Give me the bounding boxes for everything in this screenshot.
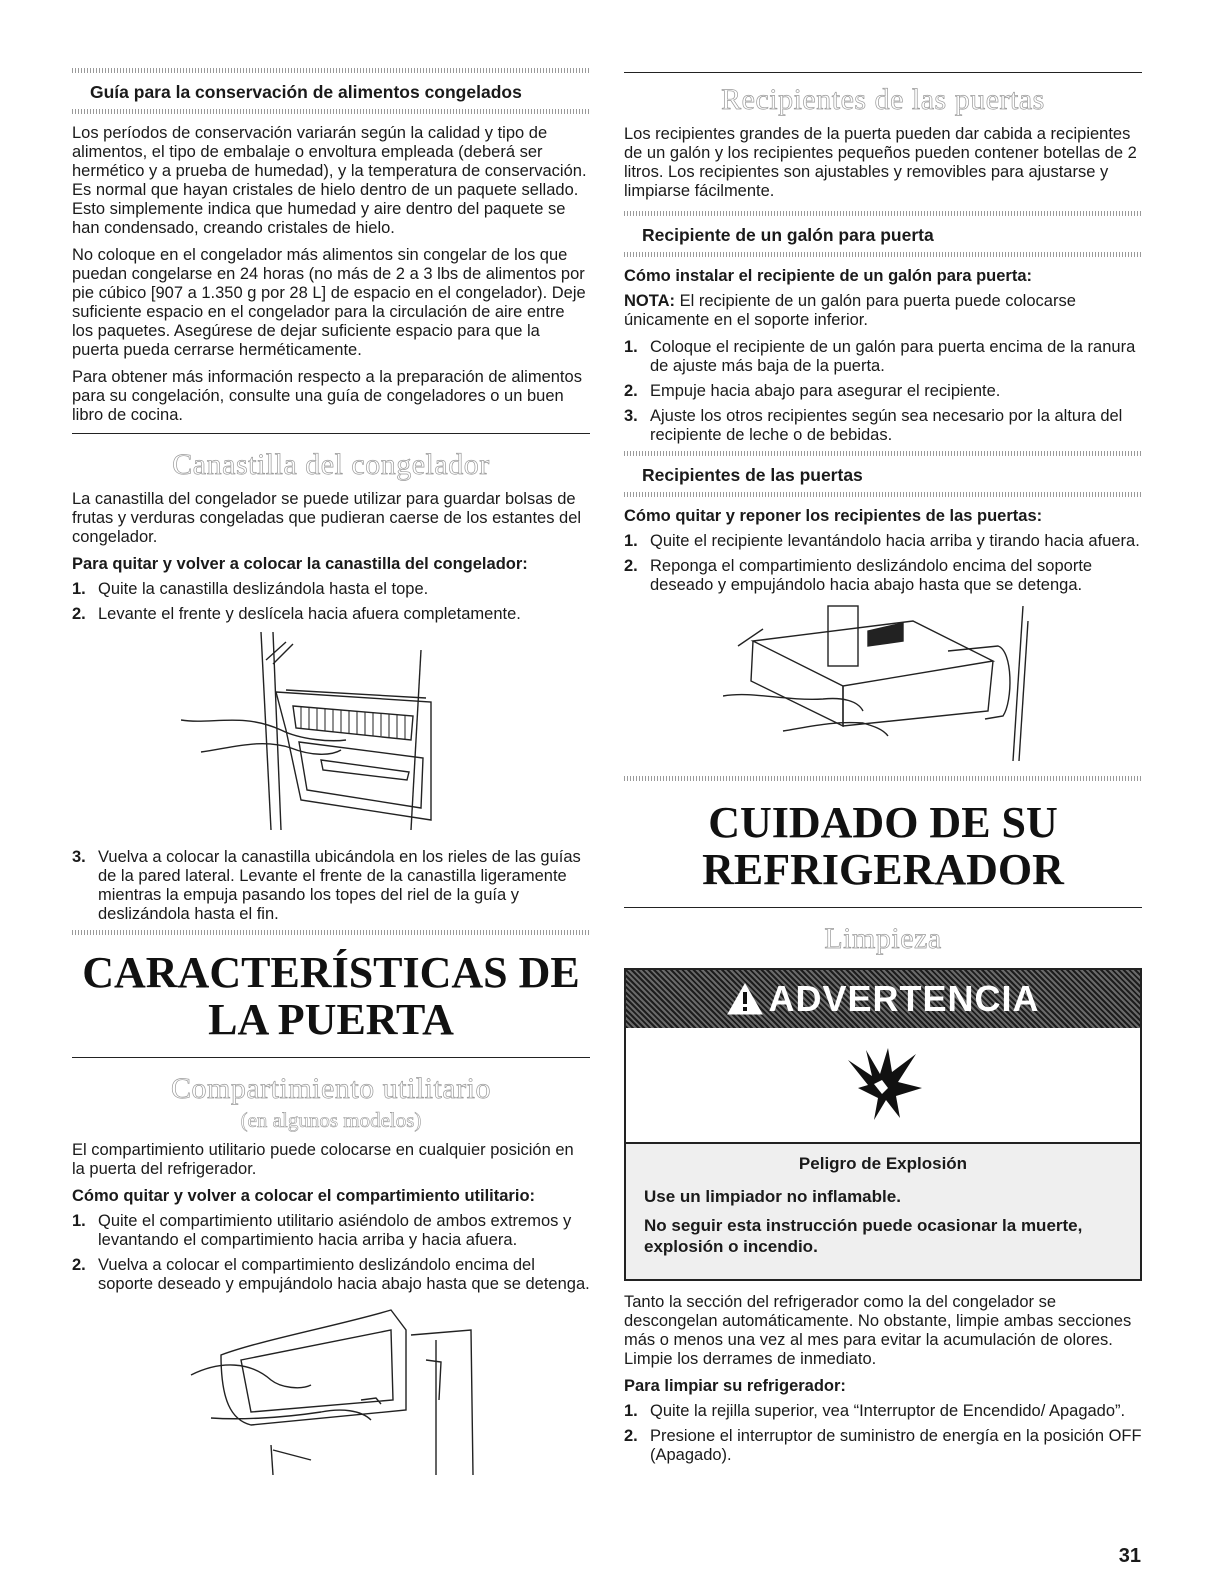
page-number: 31: [1118, 1545, 1141, 1567]
guide-paragraph: Los períodos de conservación variarán según la calidad y tipo de alimentos, el tipo de embalaje o envoltura empleada (deberá ser hermético y a prueba de humedad), y la temperatura de conservación. Es normal que hayan cristales de hielo dentro de un paquete sellado. Esto simplemente indica que humedad y aire dentro del paquete se han condensado, creando cristales de hielo.: [72, 124, 587, 237]
title-line: REFRIGERADOR: [702, 845, 1064, 894]
warning-label: ADVERTENCIA: [768, 978, 1040, 1019]
step-text: Ajuste los otros recipientes según sea necesario por la altura del recipiente de leche o de bebidas.: [650, 407, 1123, 444]
list-item: [72, 1256, 590, 1294]
freezer-basket-illustration: [181, 630, 481, 840]
divider: [624, 776, 1142, 781]
guide-paragraph: No coloque en el congelador más alimentos sin congelar de los que puedan congelarse en 24 horas (no más de 2 a 3 lbs de alimentos por pie cúbico [907 a 1.350 g por 28 L] de espacio en el congelador). Deje suficiente espacio en el congelador para la circulación de aire entre los paquetes. Asegúrese de dejar suficiente espacio para que la puerta pueda cerrarse herméticamente.: [72, 246, 586, 359]
list-item: [624, 532, 1142, 551]
list-item: [624, 338, 1142, 376]
gallon-steps: [624, 338, 1142, 445]
list-item: [72, 848, 590, 924]
step-number: 1.: [624, 532, 638, 550]
utility-paragraph: El compartimiento utilitario puede colocarse en cualquier posición en la puerta del refrigerador.: [72, 1141, 574, 1178]
basket-paragraph: La canastilla del congelador se puede utilizar para guardar bolsas de frutas y verduras congeladas que pudieran caerse de los estantes del congelador.: [72, 490, 582, 546]
utility-instructions-heading: Cómo quitar y volver a colocar el compartimiento utilitario:: [72, 1187, 536, 1205]
divider: [624, 252, 1142, 257]
step-number: 3.: [72, 848, 86, 866]
divider: [72, 109, 590, 114]
gallon-instructions-heading: Cómo instalar el recipiente de un galón para puerta:: [624, 267, 1033, 285]
section-rule: [72, 433, 590, 434]
step-number: 1.: [624, 1402, 638, 1420]
warning-triangle-icon: [726, 982, 764, 1016]
warning-icon-area: [626, 1028, 1140, 1144]
gallon-bin-heading: Recipiente de un galón para puerta: [642, 225, 934, 245]
list-item: [72, 580, 590, 599]
step-number: 3.: [624, 407, 638, 425]
list-item: [624, 407, 1142, 445]
list-item: [624, 1427, 1142, 1465]
step-number: 2.: [72, 605, 86, 623]
cleaning-steps: [624, 1402, 1142, 1465]
guide-paragraph: Para obtener más información respecto a la preparación de alimentos para su congelación, consulte una guía de congeladores o un buen libro de cocina.: [72, 368, 582, 424]
warning-box: [624, 968, 1142, 1281]
utility-heading: Compartimiento utilitario: [171, 1072, 491, 1105]
door-bin-illustration: [723, 601, 1043, 766]
door-bins-steps: [624, 532, 1142, 595]
step-number: 2.: [72, 1256, 86, 1274]
step-text: Quite el recipiente levantándolo hacia arriba y tirando hacia afuera.: [650, 532, 1140, 550]
cleaning-instructions-heading: Para limpiar su refrigerador:: [624, 1377, 846, 1395]
section-rule: [624, 72, 1142, 73]
warning-line: No seguir esta instrucción puede ocasionar la muerte, explosión o incendio.: [644, 1216, 1083, 1256]
step-text: Quite la rejilla superior, vea “Interruptor de Encendido/ Apagado”.: [650, 1402, 1126, 1420]
list-item: [624, 382, 1142, 401]
title-line: LA PUERTA: [208, 995, 454, 1044]
warning-header: [626, 970, 1140, 1028]
divider: [72, 930, 590, 935]
step-number: 2.: [624, 382, 638, 400]
list-item: [72, 1212, 590, 1250]
step-text: Quite el compartimiento utilitario asiéndolo de ambos extremos y levantando el compartimiento hacia arriba y hacia afuera.: [98, 1212, 572, 1249]
utility-subheading: (en algunos modelos): [240, 1108, 422, 1132]
step-text: Vuelva a colocar el compartimiento deslizándolo encima del soporte deseado y empujándolo hacia abajo hasta que se detenga.: [98, 1256, 590, 1293]
step-number: 1.: [72, 580, 86, 598]
note-text: El recipiente de un galón para puerta puede colocarse únicamente en el soporte inferior.: [624, 292, 1076, 329]
left-column: [72, 68, 590, 1475]
basket-steps: [72, 580, 590, 624]
utility-steps: [72, 1212, 590, 1294]
guide-heading: Guía para la conservación de alimentos congelados: [90, 82, 522, 102]
step-text: Levante el frente y deslícela hacia afuera completamente.: [98, 605, 521, 623]
utility-compartment-illustration: [181, 1300, 481, 1475]
step-number: 1.: [72, 1212, 86, 1230]
title-line: CUIDADO DE SU: [708, 798, 1058, 847]
step-number: 1.: [624, 338, 638, 356]
warning-line: Use un limpiador no inflamable.: [644, 1187, 901, 1206]
warning-text: [626, 1144, 1140, 1279]
step-text: Reponga el compartimiento deslizándolo encima del soporte deseado y empujándolo hacia abajo hasta que se detenga.: [650, 557, 1093, 594]
cleaning-paragraph: Tanto la sección del refrigerador como la del congelador se descongelan automáticamente. No obstante, limpie ambas secciones más o menos una vez al mes para evitar la acumulación de olores. Limpie los derrames de inmediato.: [624, 1293, 1132, 1368]
list-item: [624, 1402, 1142, 1421]
door-bins-heading: Recipientes de las puertas: [721, 83, 1045, 116]
basket-step-3: [72, 848, 590, 924]
explosion-icon: [838, 1040, 928, 1130]
step-number: 2.: [624, 557, 638, 575]
list-item: [72, 605, 590, 624]
step-text: Coloque el recipiente de un galón para puerta encima de la ranura de ajuste más baja de la puerta.: [650, 338, 1136, 375]
section-rule: [624, 907, 1142, 908]
care-title: [624, 799, 1142, 893]
basket-heading: Canastilla del congelador: [172, 448, 490, 481]
section-rule: [72, 1057, 590, 1058]
cleaning-heading: Limpieza: [824, 922, 942, 955]
door-features-title: [72, 949, 590, 1043]
divider: [624, 492, 1142, 497]
door-bins-paragraph: Los recipientes grandes de la puerta pueden dar cabida a recipientes de un galón y los recipientes pequeños pueden contener botellas de 2 litros. Los recipientes son ajustables y removibles para ajustarse y limpiarse fácilmente.: [624, 125, 1137, 200]
door-bins-instructions-heading: Cómo quitar y reponer los recipientes de las puertas:: [624, 507, 1043, 525]
note-label: NOTA:: [624, 292, 676, 310]
step-text: Presione el interruptor de suministro de energía en la posición OFF (Apagado).: [650, 1427, 1142, 1464]
basket-instructions-heading: Para quitar y volver a colocar la canastilla del congelador:: [72, 555, 528, 573]
step-number: 2.: [624, 1427, 638, 1445]
hazard-title: Peligro de Explosión: [798, 1154, 968, 1173]
title-line: CARACTERÍSTICAS DE: [82, 948, 580, 997]
step-text: Quite la canastilla deslizándola hasta el tope.: [98, 580, 429, 598]
step-text: Empuje hacia abajo para asegurar el recipiente.: [650, 382, 1001, 400]
step-text: Vuelva a colocar la canastilla ubicándola en los rieles de las guías de la pared lateral. Levante el frente de la canastilla ligeramente mientras la empuja pasando los topes del riel de la guía y deslizándola hasta el fin.: [98, 848, 581, 923]
right-column: [624, 68, 1142, 1471]
warning-label-wrap: [726, 978, 1039, 1020]
door-bins-subheading: Recipientes de las puertas: [642, 465, 863, 485]
list-item: [624, 557, 1142, 595]
note-paragraph: [624, 292, 1142, 330]
